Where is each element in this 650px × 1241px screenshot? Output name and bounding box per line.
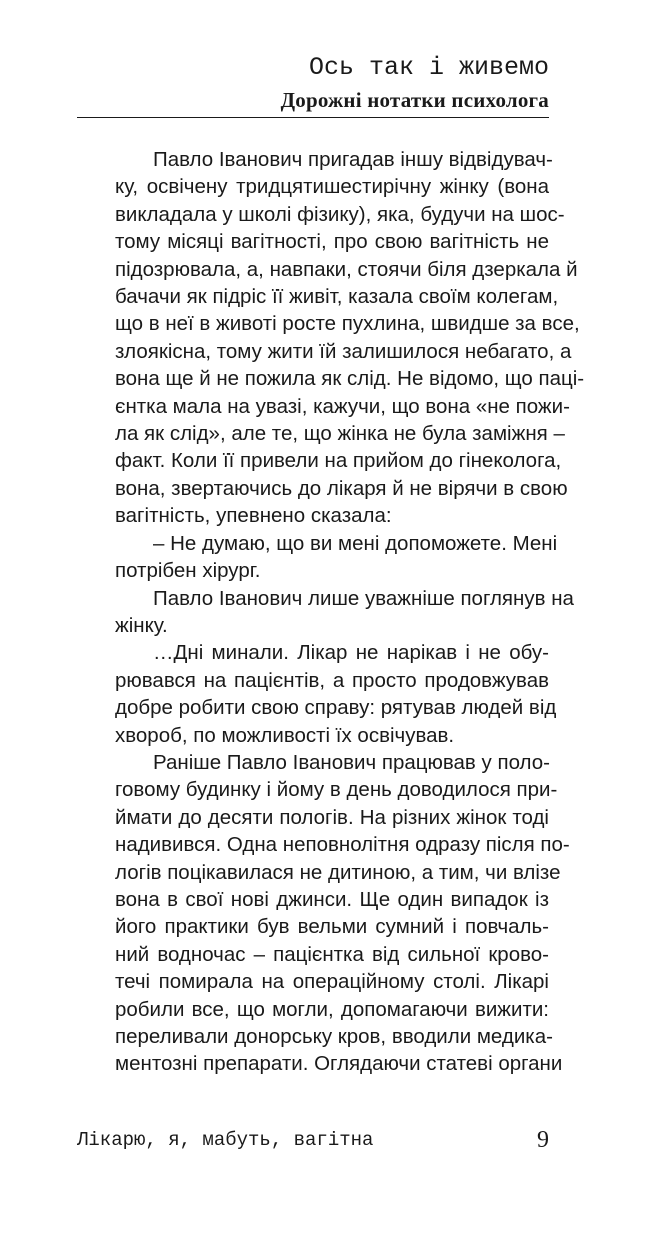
text-line: робили все, що могли, допомагаючи вижити:: [115, 997, 549, 1021]
text-line: течі помирала на операційному столі. Лікарі: [115, 970, 549, 994]
text-line: факт. Коли її привели на прийом до гінеколога,: [115, 449, 562, 473]
text-line: тому місяці вагітності, про свою вагітність не: [115, 230, 549, 254]
text-line: злоякісна, тому жити їй залишилося небагато, а: [115, 339, 572, 363]
text-line: вона ще й не пожила як слід. Не відомо, що паці-: [115, 367, 585, 391]
text-line: його практики був вельми сумний і повчаль-: [115, 915, 549, 939]
page-number: 9: [537, 1127, 549, 1153]
text-line: ний водночас – пацієнтка від сильної крово-: [115, 942, 549, 966]
running-header-subtitle: Дорожні нотатки психолога: [280, 88, 549, 112]
text-line: хвороб, по можливості їх освічував.: [115, 723, 455, 747]
text-line: єнтка мала на увазі, кажучи, що вона «не пожи-: [115, 394, 570, 418]
text-line: ла як слід», але те, що жінка не була заміжня –: [115, 422, 565, 446]
footer-book-title: Лікарю, я, мабуть, вагітна: [77, 1129, 374, 1151]
paragraph: [77, 530, 558, 585]
text-line: рювався на пацієнтів, а просто продовжував: [115, 668, 549, 692]
text-line: вагітність, упевнено сказала:: [115, 504, 392, 528]
text-line: вона в свої нові джинси. Ще один випадок із: [115, 887, 549, 911]
text-line: логів поцікавилася не дитиною, а тим, чи влізе: [115, 860, 561, 884]
paragraph: [77, 585, 574, 640]
text-line: Раніше Павло Іванович працював у поло-: [153, 750, 550, 774]
text-line: жінку.: [115, 613, 168, 637]
text-line: ку, освічену тридцятишестирічну жінку (вона: [115, 175, 549, 199]
text-line: що в неї в животі росте пухлина, швидше за все,: [115, 312, 580, 336]
text-line: надивився. Одна неповнолітня одразу після по-: [115, 833, 570, 857]
paragraph: [77, 146, 585, 530]
text-line: підозрювала, а, навпаки, стоячи біля дзеркала й: [115, 257, 578, 281]
text-line: вона, звертаючись до лікаря й не вірячи в свою: [115, 476, 568, 500]
paragraph: [77, 639, 557, 749]
header-divider: [77, 117, 549, 118]
text-line: Павло Іванович лише уважніше поглянув на: [153, 586, 574, 610]
paragraph: [77, 749, 570, 1078]
text-line: говому будинку і йому в день доводилося при-: [115, 778, 558, 802]
text-line: добре робити свою справу: рятував людей від: [115, 696, 557, 720]
text-line: – Не думаю, що ви мені допоможете. Мені: [153, 531, 558, 555]
text-line: потрібен хірург.: [115, 559, 261, 583]
text-line: …Дні минали. Лікар не нарікав і не обу-: [153, 641, 549, 665]
text-line: викладала у школі фізику), яка, будучи на шос-: [115, 202, 565, 226]
text-line: бачачи як підріс її живіт, казала своїм колегам,: [115, 285, 559, 309]
text-line: ймати до десяти пологів. На різних жінок тоді: [115, 805, 549, 829]
running-header-title: Ось так і живемо: [308, 53, 549, 82]
text-line: Павло Іванович пригадав іншу відвідувач-: [153, 148, 553, 171]
body-text: [77, 146, 585, 1078]
text-line: ментозні препарати. Оглядаючи статеві органи: [115, 1052, 563, 1076]
text-line: переливали донорську кров, вводили медика-: [115, 1025, 553, 1048]
